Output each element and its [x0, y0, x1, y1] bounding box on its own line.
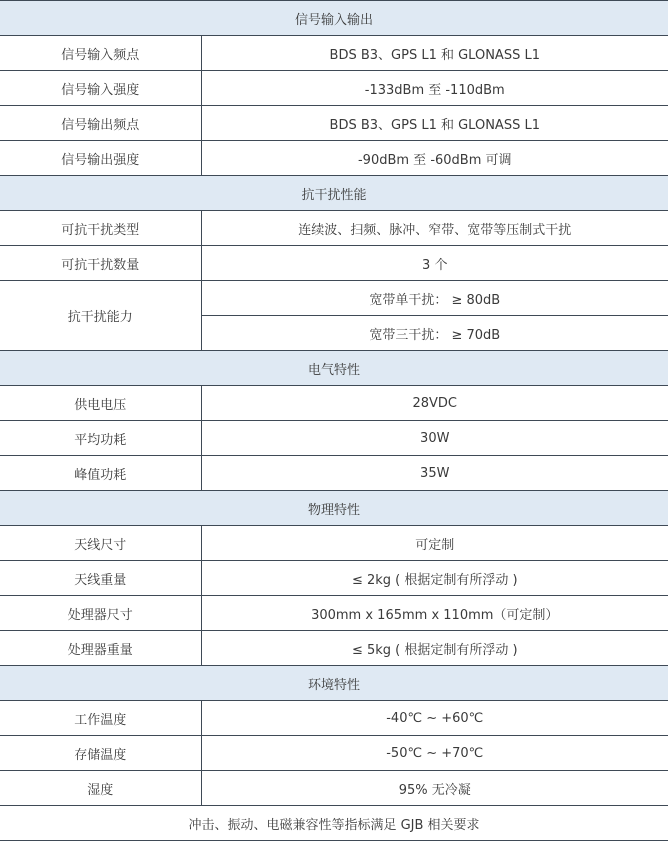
row-value: -133dBm 至 -110dBm: [201, 71, 668, 106]
table-row: [0, 596, 668, 631]
section-header-physical: [0, 491, 668, 526]
row-value: 连续波、扫频、脉冲、窄带、宽带等压制式干扰: [201, 211, 668, 246]
row-label: 信号输出频点: [0, 106, 201, 141]
row-value: 28VDC: [201, 386, 668, 421]
row-label: 可抗干扰类型: [0, 211, 201, 246]
table-row: [0, 561, 668, 596]
section-title: 信号输入输出: [0, 1, 668, 36]
section-header-anti-jamming: [0, 176, 668, 211]
table-row: [0, 71, 668, 106]
table-row: [0, 736, 668, 771]
row-value: 95% 无冷凝: [201, 771, 668, 806]
row-label: 供电电压: [0, 386, 201, 421]
row-label: 信号输入强度: [0, 71, 201, 106]
table-row: [0, 421, 668, 456]
row-value: ≤ 2kg ( 根据定制有所浮动 ): [201, 561, 668, 596]
row-label: 天线尺寸: [0, 526, 201, 561]
table-row: [0, 281, 668, 316]
row-label: 处理器尺寸: [0, 596, 201, 631]
table-row: [0, 456, 668, 491]
section-title: 物理特性: [0, 491, 668, 526]
table-row: [0, 211, 668, 246]
row-label: 抗干扰能力: [0, 281, 201, 351]
row-value: -40℃ ~ +60℃: [201, 701, 668, 736]
row-value: 35W: [201, 456, 668, 491]
row-label: 处理器重量: [0, 631, 201, 666]
row-label: 信号输入频点: [0, 36, 201, 71]
row-value: BDS B3、GPS L1 和 GLONASS L1: [201, 36, 668, 71]
row-value: 可定制: [201, 526, 668, 561]
section-header-signal-io: [0, 1, 668, 36]
row-label: 存储温度: [0, 736, 201, 771]
table-row: [0, 771, 668, 806]
section-title: 电气特性: [0, 351, 668, 386]
table-row: [0, 526, 668, 561]
row-value: -90dBm 至 -60dBm 可调: [201, 141, 668, 176]
table-row: [0, 701, 668, 736]
row-label: 峰值功耗: [0, 456, 201, 491]
row-label: 湿度: [0, 771, 201, 806]
row-value: 宽带单干扰： ≥ 80dB: [201, 281, 668, 316]
row-label: 工作温度: [0, 701, 201, 736]
row-value: -50℃ ~ +70℃: [201, 736, 668, 771]
row-value: ≤ 5kg ( 根据定制有所浮动 ): [201, 631, 668, 666]
row-value: 3 个: [201, 246, 668, 281]
row-label: 平均功耗: [0, 421, 201, 456]
table-row: [0, 631, 668, 666]
row-value: 宽带三干扰： ≥ 70dB: [201, 316, 668, 351]
row-label: 可抗干扰数量: [0, 246, 201, 281]
section-header-environmental: [0, 666, 668, 701]
row-value: 300mm x 165mm x 110mm（可定制）: [201, 596, 668, 631]
table-row: [0, 386, 668, 421]
table-row: [0, 141, 668, 176]
table-row: [0, 106, 668, 141]
table-row: [0, 36, 668, 71]
section-title: 环境特性: [0, 666, 668, 701]
footer-row: [0, 806, 668, 841]
row-value: 30W: [201, 421, 668, 456]
row-label: 天线重量: [0, 561, 201, 596]
row-value: BDS B3、GPS L1 和 GLONASS L1: [201, 106, 668, 141]
section-header-electrical: [0, 351, 668, 386]
table-row: [0, 246, 668, 281]
footer-note: 冲击、振动、电磁兼容性等指标满足 GJB 相关要求: [0, 806, 668, 841]
section-title: 抗干扰性能: [0, 176, 668, 211]
row-label: 信号输出强度: [0, 141, 201, 176]
